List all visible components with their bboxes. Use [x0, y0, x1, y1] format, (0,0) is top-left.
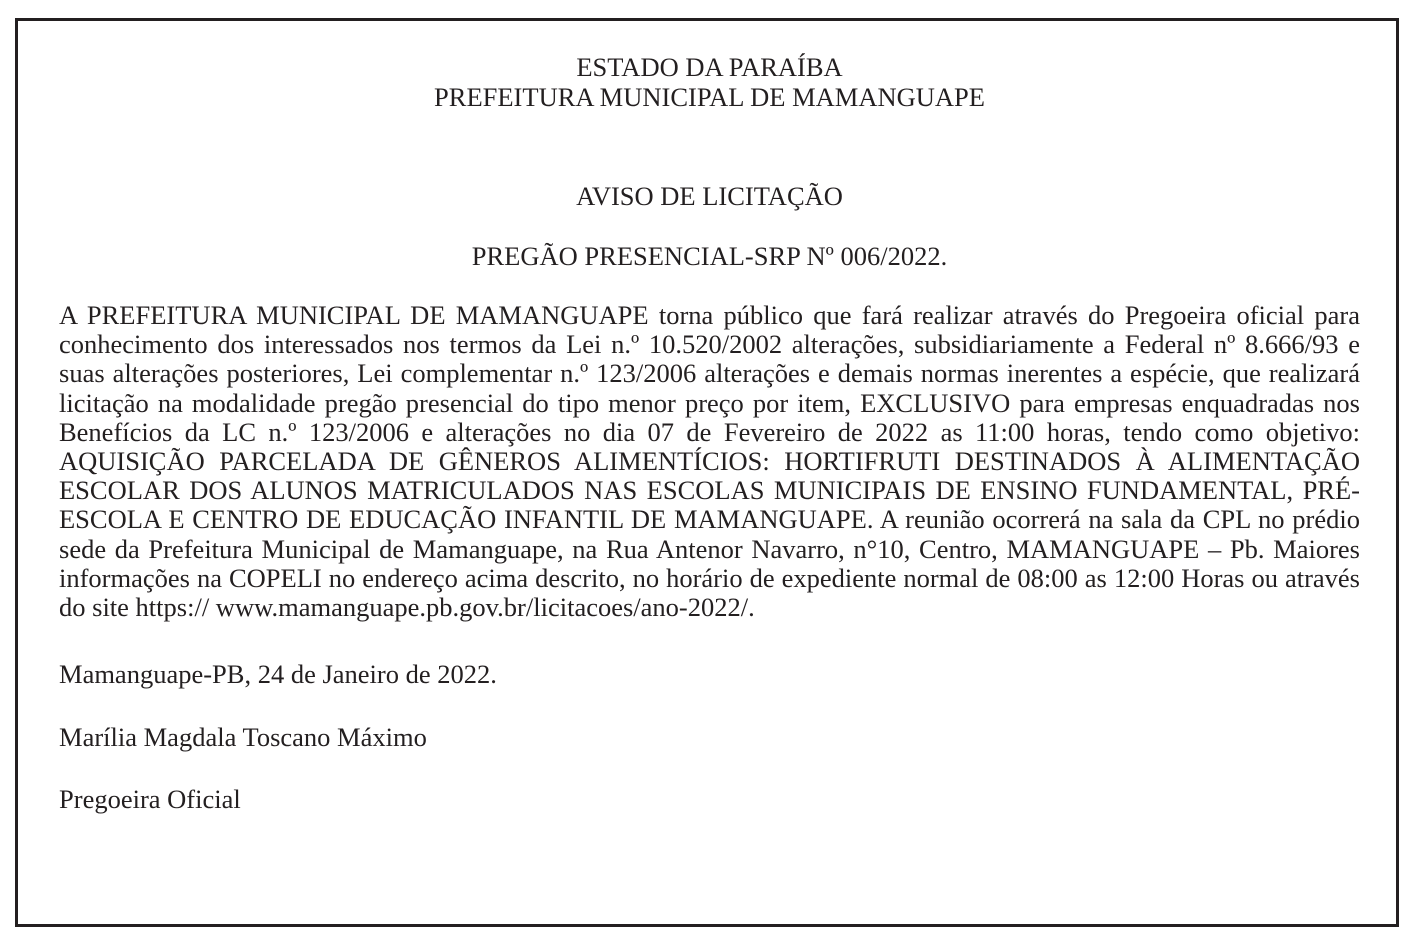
place-date: Mamanguape-PB, 24 de Janeiro de 2022. — [59, 659, 497, 690]
notice-content — [59, 52, 1360, 814]
procedure-number: PREGÃO PRESENCIAL-SRP Nº 006/2022. — [471, 241, 948, 271]
signer-name: Marília Magdala Toscano Máximo — [59, 722, 427, 753]
municipality-heading: PREFEITURA MUNICIPAL DE MAMANGUAPE — [434, 82, 985, 112]
state-heading: ESTADO DA PARAÍBA — [576, 52, 843, 82]
signer-role: Pregoeira Oficial — [59, 784, 241, 815]
notice-body: A PREFEITURA MUNICIPAL DE MAMANGUAPE torna público que fará realizar através do Pregoeira oficial para conhecimento dos interessados nos termos da Lei n.º 10.520/2002 alterações, subsidiariamente a Federal nº 8.666/93 e suas alterações posteriores, Lei complementar n.º 123/2006 alterações e demais normas inerentes a espécie, que realizará licitação na modalidade pregão presencial do tipo menor preço por item, EXCLUSIVO para empresas enquadradas nos Benefícios da LC n.º 123/2006 e alterações no dia 07 de Fevereiro de 2022 as 11:00 horas, tendo como objetivo: AQUISIÇÃO PARCELADA DE GÊNEROS ALIMENTÍCIOS: HORTIFRUTI DESTINADOS À ALIMENTAÇÃO ESCOLAR DOS ALUNOS MATRICULADOS NAS ESCOLAS MUNICIPAIS DE ENSINO FUNDAMENTAL, PRÉ-ESCOLA E CENTRO DE EDUCAÇÃO INFANTIL DE MAMANGUAPE. A reunião ocorrerá na sala da CPL no prédio sede da Prefeitura Municipal de Mamanguape, na Rua Antenor Navarro, n°10, Centro, MAMANGUAPE – Pb. Maiores informações na COPELI no endereço acima descrito, no horário de expediente normal de 08:00 as 12:00 Horas ou através do site https:// www.mamanguape.pb.gov.br/licitacoes/ano-2022/. — [59, 300, 1360, 623]
notice-title: AVISO DE LICITAÇÃO — [576, 181, 843, 211]
